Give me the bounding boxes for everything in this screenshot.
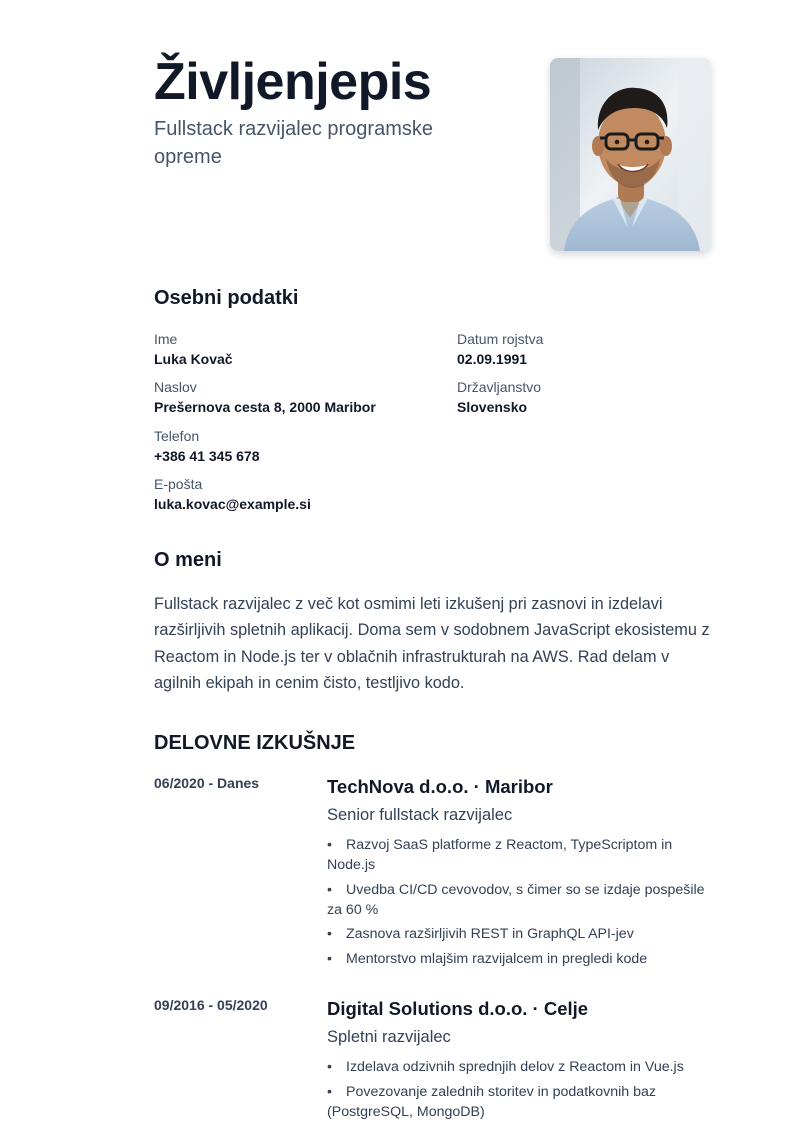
bullet-text: Povezovanje zalednih storitev in podatkovnih baz (PostgreSQL, MongoDB) [327,1083,656,1120]
field-value: luka.kovac@example.si [154,496,311,512]
list-item [327,924,717,944]
list-item [327,1082,717,1122]
bullet-text: Mentorstvo mlajšim razvijalcem in pregledi kode [346,950,648,967]
job-company: TechNova d.o.o. · Maribor [327,776,553,797]
field-value: Slovensko [457,399,528,415]
field-label: Naslov [154,379,197,395]
field-citizenship [457,378,747,416]
field-label: E-pošta [154,476,203,492]
job-entry [327,997,717,1126]
personal-info-heading: Osebni podatki [154,287,299,309]
bullet-icon: • [327,837,332,853]
bullet-text: Zasnova razširljivih REST in GraphQL API-jev [346,926,634,942]
field-value: Prešernova cesta 8, 2000 Maribor [154,399,376,415]
field-value: +386 41 345 678 [154,448,260,464]
job-bullets [327,1057,717,1122]
about-text: Fullstack razvijalec z več kot osmimi leti izkušenj pri zasnovi in izdelavi razširljivih spletnih aplikacij. Doma sem v sodobnem JavaScript ekosistemu z Reactom in Node.js ter v oblačnih infrastrukturah na AWS. Rad delam v agilnih ekipah in cenim čisto, testljivo kodo. [154,595,710,693]
job-company: Digital Solutions d.o.o. · Celje [327,998,589,1019]
bullet-text: Izdelava odzivnih sprednjih delov z Reactom in Vue.js [346,1059,684,1075]
list-item [327,835,717,875]
profile-photo [550,58,711,251]
field-phone [154,427,444,465]
field-label: Državljanstvo [457,379,542,395]
bullet-text: Razvoj SaaS platforme z Reactom, TypeScriptom in Node.js [327,837,673,873]
field-label: Telefon [154,428,200,444]
cv-header [154,52,534,171]
field-label: Ime [154,331,178,347]
field-email [154,475,444,513]
experience-heading: DELOVNE IZKUŠNJE [154,732,356,754]
list-item [327,949,717,969]
field-value: 02.09.1991 [457,351,528,367]
page-title: Življenjepis [154,53,432,111]
field-birthdate [457,330,747,368]
list-item [327,880,717,920]
job-dates: 06/2020 - Danes [154,775,260,791]
field-label: Datum rojstva [457,331,544,347]
bullet-icon: • [327,1059,332,1075]
job-bullets [327,835,717,969]
bullet-icon: • [327,950,332,967]
bullet-icon: • [327,1083,332,1100]
field-name [154,330,444,368]
job-entry [327,775,717,973]
job-role: Spletni razvijalec [327,1028,451,1046]
bullet-icon: • [327,881,332,898]
about-heading: O meni [154,549,222,571]
job-dates: 09/2016 - 05/2020 [154,997,268,1013]
bullet-icon: • [327,926,332,942]
field-value: Luka Kovač [154,351,233,367]
page-subtitle: Fullstack razvijalec programske opreme [154,118,433,168]
bullet-text: Uvedba CI/CD cevovodov, s čimer so se izdaje pospešile za 60 % [327,881,705,918]
field-address [154,378,444,416]
job-role: Senior fullstack razvijalec [327,806,513,824]
list-item [327,1057,717,1077]
